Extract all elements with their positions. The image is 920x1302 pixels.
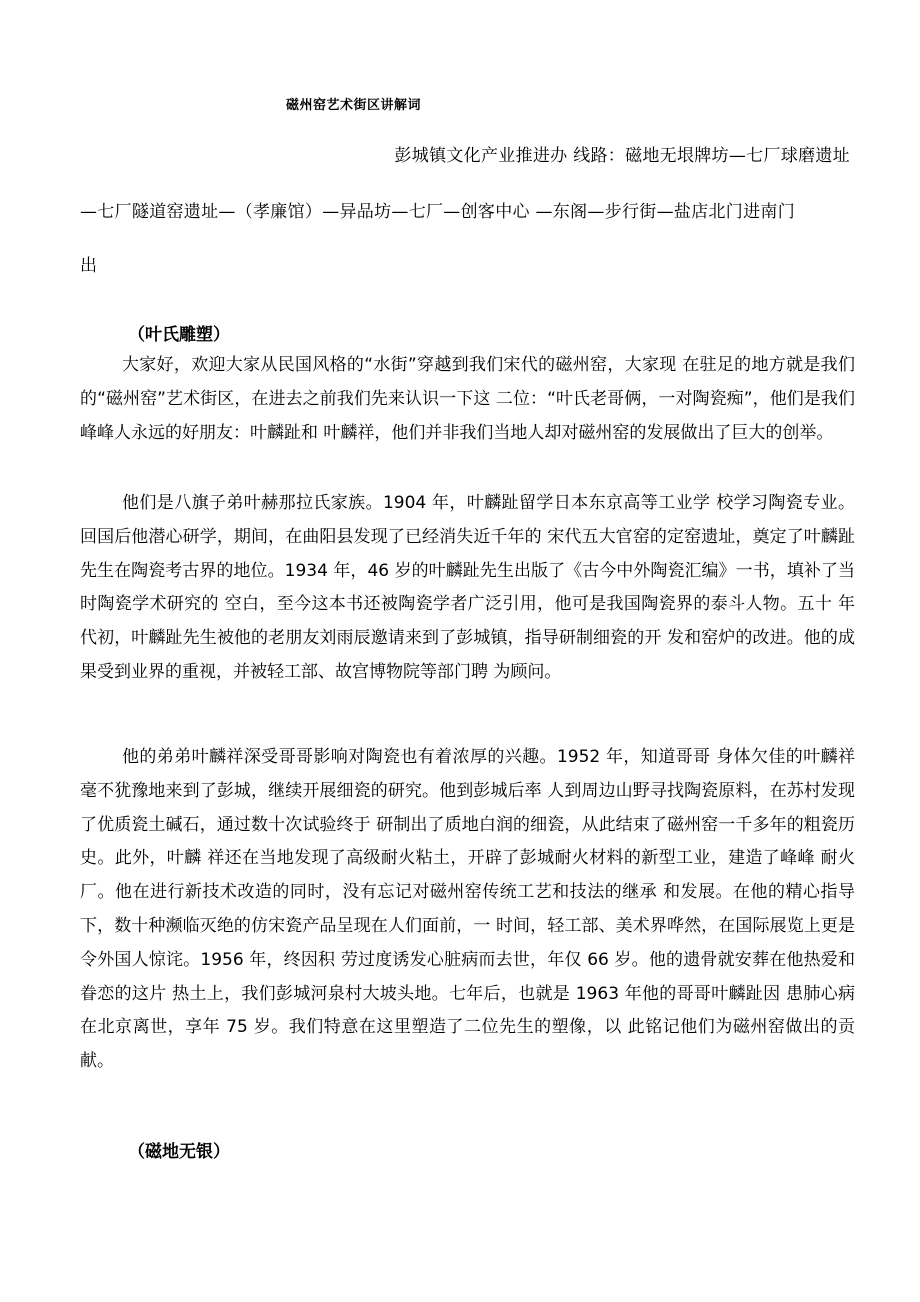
route-line-1: 彭城镇文化产业推进办 线路：磁地无垠牌坊—七厂球磨遗址 — [394, 146, 850, 166]
section-heading-cidi-wuyin: （磁地无银） — [128, 1142, 230, 1162]
route-line-2: —七厂隧道窑遗址—（孝廉馆）—异品坊—七厂—创客中心 —东阁—步行街—盐店北门进南门 — [80, 202, 796, 222]
paragraph-ye-linzhi: 他们是八旗子弟叶赫那拉氏家族。1904 年，叶麟趾留学日本东京高等工业学 校学习陶瓷专业。回国后他潜心研学，期间，在曲阳县发现了已经消失近千年的 宋代五大官窑的定窑遗址，奠定了叶麟趾先生在陶瓷考古界的地位。1934 年，46 岁的叶麟趾先生出版了《古今中外陶瓷汇编》一书，填补了当时陶瓷学术研究的 空白，至今这本书还被陶瓷学者广泛引用，他可是我国陶瓷界的泰斗人物。五十 年代初，叶麟趾先生被他的老朋友刘雨辰邀请来到了彭城镇，指导研制细瓷的开 发和窑炉的改进。他的成果受到业界的重视，并被轻工部、故宫博物院等部门聘 为顾问。 — [80, 493, 855, 682]
paragraph-ye-linxiang: 他的弟弟叶麟祥深受哥哥影响对陶瓷也有着浓厚的兴趣。1952 年，知道哥哥 身体欠佳的叶麟祥毫不犹豫地来到了彭城，继续开展细瓷的研究。他到彭城后率 人到周边山野寻找陶瓷原料，在苏村发现了优质瓷土碱石，通过数十次试验终于 研制出了质地白润的细瓷，从此结束了磁州窑一千多年的粗瓷历史。此外，叶麟 祥还在当地发现了高级耐火粘土，开辟了彭城耐火材料的新型工业，建造了峰峰 耐火厂。他在进行新技术改造的同时，没有忘记对磁州窑传统工艺和技法的继承 和发展。在他的精心指导下，数十种濒临灭绝的仿宋瓷产品呈现在人们面前，一 时间，轻工部、美术界哗然，在国际展览上更是令外国人惊诧。1956 年，终因积 劳过度诱发心脏病而去世，年仅 66 岁。他的遗骨就安葬在他热爱和眷恋的这片 热土上，我们彭城河泉村大坡头地。七年后，也就是 1963 年他的哥哥叶麟趾因 患肺心病在北京离世，享年 75 岁。我们特意在这里塑造了二位先生的塑像，以 此铭记他们为磁州窑做出的贡献。 — [80, 747, 855, 1072]
route-line-3: 出 — [80, 256, 98, 276]
section-heading-ye-sculpture: （叶氏雕塑） — [128, 325, 230, 345]
document-title: 磁州窑艺术街区讲解词 — [286, 98, 422, 113]
paragraph-welcome: 大家好，欢迎大家从民国风格的“水街”穿越到我们宋代的磁州窑，大家现 在驻足的地方就是我们的“磁州窑”艺术街区，在进去之前我们先来认识一下这 二位：“叶氏老哥俩，一对陶瓷痴”，他们是我们峰峰人永远的好朋友：叶麟趾和 叶麟祥，他们并非我们当地人却对磁州窑的发展做出了巨大的创举。 — [80, 355, 855, 443]
